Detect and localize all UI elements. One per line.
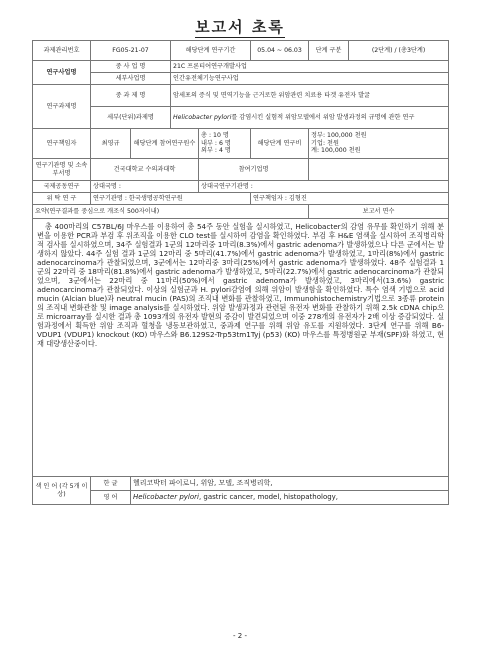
budget-values xyxy=(309,129,449,159)
big-task: 암세포의 증식 및 면역기능을 근거로한 위암관련 치료용 타겟 유전자 발굴 xyxy=(171,85,449,107)
company-label: 참여기업명 xyxy=(199,159,309,181)
pi-name: 최영규 xyxy=(91,129,131,159)
intl-partner-institution: 상대국연구기관명 : xyxy=(199,181,449,193)
researchers-internal: 내부 : 6 명 xyxy=(201,139,231,147)
project-no-label: 과제관리번호 xyxy=(33,41,91,61)
keywords-ko-label: 한 글 xyxy=(91,477,131,491)
intl-partner: 상대국명 : xyxy=(91,181,199,193)
task-label: 연구과제명 xyxy=(33,85,91,129)
big-task-label: 중 과 제 명 xyxy=(91,85,171,107)
keywords-en-label: 영 어 xyxy=(91,491,131,505)
institution-label: 연구기관명 및 소속부서명 xyxy=(33,159,91,181)
consign-label: 위 탁 연 구 xyxy=(33,193,91,205)
major-program-label: 중 사 업 명 xyxy=(91,61,171,73)
major-program: 21C 프론티어연구개발사업 xyxy=(171,61,449,73)
institution: 건국대학교 수의과대학 xyxy=(91,159,199,181)
stage: (2단계) / (총3단계) xyxy=(349,41,449,61)
report-summary-table xyxy=(32,40,449,505)
detail-task-label: 세부(단위)과제명 xyxy=(91,107,171,129)
budget-label: 해당단계 연구비 xyxy=(251,129,309,159)
consign-institution: 연구기관명 : 한국생명공학연구원 xyxy=(91,193,251,205)
keywords-en: Helicobacter pylori, gastric cancer, model, histopathology, xyxy=(131,491,449,505)
researcher-counts xyxy=(199,129,251,159)
keywords-ko: 헬리코박터 파이로니, 위암, 모델, 조직병리학, xyxy=(131,477,449,491)
budget-gov: 정부: 100,000 천원 xyxy=(311,131,367,139)
sub-program-label: 세부사업명 xyxy=(91,73,171,85)
project-no: FG05-21-07 xyxy=(91,41,171,61)
researchers-total: 총 : 10 명 xyxy=(201,131,229,139)
pi-label: 연구책임자 xyxy=(33,129,91,159)
detail-task: Helicobacter pylori를 감염시킨 실험적 위암모델에서 위암 발생과정의 규명에 관한 연구 xyxy=(171,107,449,129)
budget-company: 기업: 천원 xyxy=(311,139,339,147)
company-name xyxy=(309,159,449,181)
budget-total: 계: 100,000 천원 xyxy=(311,147,361,155)
period-label: 해당단계 연구기간 xyxy=(171,41,251,61)
period: 05.04 ~ 06.03 xyxy=(251,41,309,61)
stage-label: 단계 구분 xyxy=(309,41,349,61)
abstract-body xyxy=(33,219,449,477)
consign-pi: 연구책임자 : 김형진 xyxy=(251,193,449,205)
report-pages-label: 보고서 면수 xyxy=(309,205,449,219)
intl-label: 국제공동연구 xyxy=(33,181,91,193)
program-label: 연구사업명 xyxy=(33,61,91,85)
sub-program: 인간유전체기능연구사업 xyxy=(171,73,449,85)
researchers-external: 외부 : 4 명 xyxy=(201,147,231,155)
keywords-label: 색 인 어 (각 5개 이상) xyxy=(33,477,91,505)
researchers-label: 해당단계 참여연구원수 xyxy=(131,129,199,159)
abstract-paragraph: 총 400마리의 C57BL/6J 마우스를 이용하여 총 54주 동안 실험을 실시하였고, Helicobacter의 감염 유무를 확인하기 위해 분변을 이용한 PCR과 부검 후 위조직을 이용한 CLO test를 실시하여 감염을 확인하였다. 부검 후 H&E 염색을 실시하여 조직병리학적 검사를 실시하였으며, 34주 실험결과 1군의 12마리중 1마리(8.3%)에서 gastric adenoma가 발생하였으나 다른 군에서는 발생하지 않았다. 44주 실험 결과 1군의 12마리 중 5마리(41.7%)에서 gastric adenoma가 발생하였고, 1마리(8%)에서 gastric adenocarcinoma가 관찰되었으며, 3군에서는 12마리중 3마리(25%)에서 gastric adenoma가 발생하였다. 48주 실험결과 1군의 22마리 중 18마리(81.8%)에서 gastric adenoma가 발생하였고, 5마리(22.7%)에서 gastric adenocarcinoma가 관찰되었으며, 3군에서는 22마리 중 11마리(50%)에서 gastric adenoma가 발생하였고, 3마리에서(13.6%) gastric adenocarcinoma가 관찰되었다. 이상의 실험군과 H. pylori감염에 의해 위암이 발생함을 확인하였다. 특수 염색 기법으로 acid mucin (Alcian blue)과 neutral mucin (PAS)의 조직내 변화를 관찰하였고, Immunohistochemistry기법으로 3종류 protein의 조직내 변화관찰 및 image analysis를 실시하였다. 위암 발생과정과 관련된 유전자 변화를 관찰하기 위해 2.5k cDNA chip으로 microarray를 실시한 결과 총 1093개의 유전자 발현의 증감이 발견되었으며 이중 278개의 유전자가 2배 이상 증감되었다. 실험과정에서 획득한 위암 조직과 혈청을 냉동보관하였고, 중과제 연구를 위해 위암 유도를 지원하였다. 3단계 연구를 위해 B6-VDUP1 (VDUP1) knockout (KO) 마우스와 B6.129S2-Trp53tm1Tyj (p53) (KO) 마우스를 특정병원균 부재(SPF)화 하였고, 현재 대량생산중이다. xyxy=(37,222,445,348)
abstract-label: 요약(연구결과를 중심으로 개조식 500자이내) xyxy=(33,205,309,219)
page-title: 보고서 초록 xyxy=(195,18,285,36)
page-number: - 2 - xyxy=(233,632,247,640)
